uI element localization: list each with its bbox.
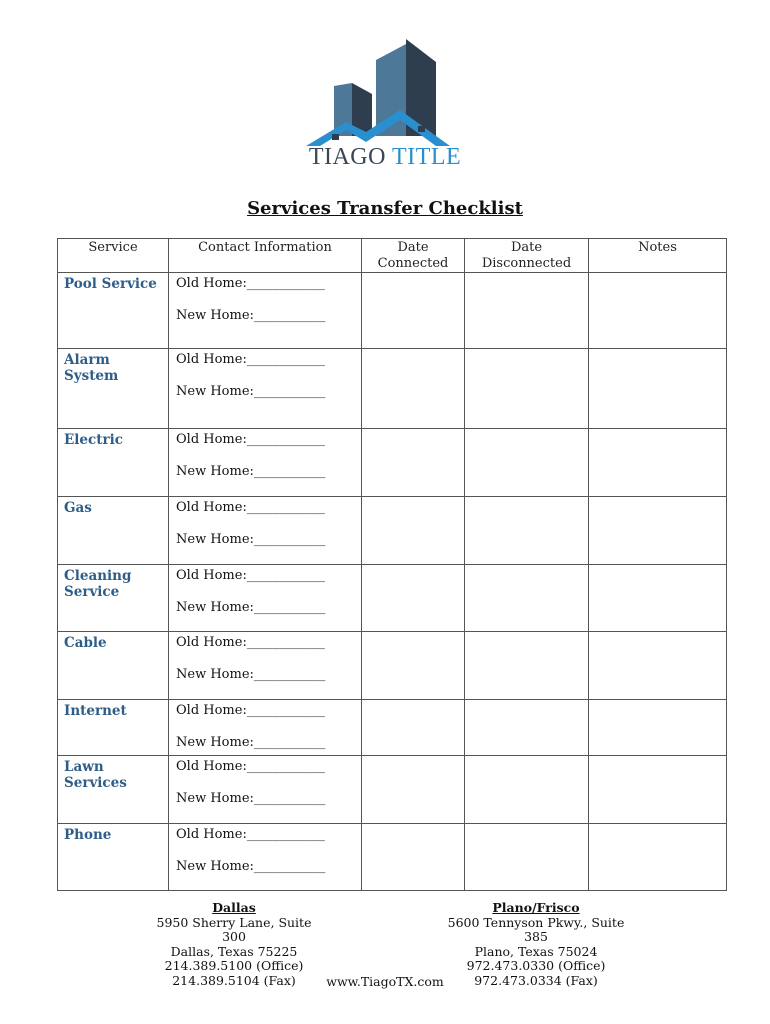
header-notes: Notes: [589, 239, 727, 273]
table-row: [58, 565, 727, 632]
date-connected-cell[interactable]: [362, 497, 465, 565]
tiago-title-logo: [300, 36, 470, 176]
new-home-field[interactable]: New Home:___________: [176, 600, 326, 615]
old-home-field[interactable]: Old Home:____________: [176, 703, 325, 718]
contact-info-cell[interactable]: [169, 632, 362, 700]
notes-cell[interactable]: [589, 349, 727, 429]
date-connected-cell[interactable]: [362, 349, 465, 429]
new-home-field[interactable]: New Home:___________: [176, 859, 326, 874]
contact-info-cell[interactable]: [169, 497, 362, 565]
contact-info-cell[interactable]: [169, 824, 362, 891]
table-row: [58, 824, 727, 891]
service-name: Gas: [58, 497, 169, 565]
new-home-field[interactable]: New Home:___________: [176, 735, 326, 750]
table-row: [58, 429, 727, 497]
old-home-field[interactable]: Old Home:____________: [176, 635, 325, 650]
notes-cell[interactable]: [589, 565, 727, 632]
header-date-connected: Date Connected: [362, 239, 465, 273]
footer-dallas-fax: 214.389.5104 (Fax): [172, 972, 296, 988]
contact-info-cell[interactable]: [169, 429, 362, 497]
contact-info-cell[interactable]: [169, 349, 362, 429]
table-row: [58, 700, 727, 756]
old-home-field[interactable]: Old Home:____________: [176, 352, 325, 367]
table-row: [58, 497, 727, 565]
contact-info-cell[interactable]: [169, 565, 362, 632]
notes-cell[interactable]: [589, 429, 727, 497]
new-home-field[interactable]: New Home:___________: [176, 667, 326, 682]
date-disconnected-cell[interactable]: [465, 349, 589, 429]
old-home-field[interactable]: Old Home:____________: [176, 276, 325, 291]
footer-plano-address: 5600 Tennyson Pkwy., Suite 385: [447, 914, 625, 944]
table-header-row: [58, 239, 727, 273]
service-name: Pool Service: [58, 273, 169, 349]
footer-dallas-address: 5950 Sherry Lane, Suite 300: [156, 914, 312, 944]
service-name: Alarm System: [58, 349, 169, 429]
footer-dallas-city: Dallas: [212, 900, 256, 915]
table-row: [58, 349, 727, 429]
date-connected-cell[interactable]: [362, 273, 465, 349]
footer-plano-city: Plano/Frisco: [492, 900, 580, 915]
new-home-field[interactable]: New Home:___________: [176, 308, 326, 323]
date-connected-cell[interactable]: [362, 824, 465, 891]
date-disconnected-cell[interactable]: [465, 273, 589, 349]
old-home-field[interactable]: Old Home:____________: [176, 827, 325, 842]
footer-plano-fax: 972.473.0334 (Fax): [474, 972, 598, 988]
logo-word-title: TITLE: [392, 144, 462, 170]
service-name: Lawn Services: [58, 756, 169, 824]
notes-cell[interactable]: [589, 273, 727, 349]
new-home-field[interactable]: New Home:___________: [176, 384, 326, 399]
service-name: Internet: [58, 700, 169, 756]
notes-cell[interactable]: [589, 700, 727, 756]
date-connected-cell[interactable]: [362, 756, 465, 824]
contact-info-cell[interactable]: [169, 273, 362, 349]
contact-info-cell[interactable]: [169, 756, 362, 824]
old-home-field[interactable]: Old Home:____________: [176, 432, 325, 447]
date-connected-cell[interactable]: [362, 429, 465, 497]
new-home-field[interactable]: New Home:___________: [176, 791, 326, 806]
service-name: Electric: [58, 429, 169, 497]
notes-cell[interactable]: [589, 824, 727, 891]
new-home-field[interactable]: New Home:___________: [176, 532, 326, 547]
logo-word-tiago: TIAGO: [308, 144, 386, 170]
table-row: [58, 632, 727, 700]
contact-info-cell[interactable]: [169, 700, 362, 756]
date-connected-cell[interactable]: [362, 700, 465, 756]
header-contact: Contact Information: [169, 239, 362, 273]
old-home-field[interactable]: Old Home:____________: [176, 500, 325, 515]
old-home-field[interactable]: Old Home:____________: [176, 759, 325, 774]
date-disconnected-cell[interactable]: [465, 565, 589, 632]
new-home-field[interactable]: New Home:___________: [176, 464, 326, 479]
footer-plano-citystate: Plano, Texas 75024: [474, 943, 598, 959]
services-table: [57, 238, 727, 891]
footer-dallas-office: 214.389.5100 (Office): [164, 958, 304, 973]
service-name: Cable: [58, 632, 169, 700]
date-disconnected-cell[interactable]: [465, 756, 589, 824]
page-title: Services Transfer Checklist: [247, 198, 523, 219]
date-disconnected-cell[interactable]: [465, 700, 589, 756]
buildings-house-logo-icon: [300, 36, 470, 146]
table-row: [58, 273, 727, 349]
table-row: [58, 756, 727, 824]
old-home-field[interactable]: Old Home:____________: [176, 568, 325, 583]
footer-plano-office: 972.473.0330 (Office): [466, 958, 606, 973]
date-disconnected-cell[interactable]: [465, 497, 589, 565]
date-disconnected-cell[interactable]: [465, 632, 589, 700]
website-link[interactable]: www.TiagoTX.com: [326, 974, 444, 989]
header-date-disconnected: Date Disconnected: [465, 239, 589, 273]
header-service: Service: [58, 239, 169, 273]
footer-dallas-citystate: Dallas, Texas 75225: [170, 943, 298, 959]
service-name: Cleaning Service: [58, 565, 169, 632]
service-name: Phone: [58, 824, 169, 891]
date-disconnected-cell[interactable]: [465, 429, 589, 497]
date-connected-cell[interactable]: [362, 632, 465, 700]
date-disconnected-cell[interactable]: [465, 824, 589, 891]
notes-cell[interactable]: [589, 632, 727, 700]
logo-wordmark: [300, 144, 470, 171]
date-connected-cell[interactable]: [362, 565, 465, 632]
notes-cell[interactable]: [589, 756, 727, 824]
notes-cell[interactable]: [589, 497, 727, 565]
